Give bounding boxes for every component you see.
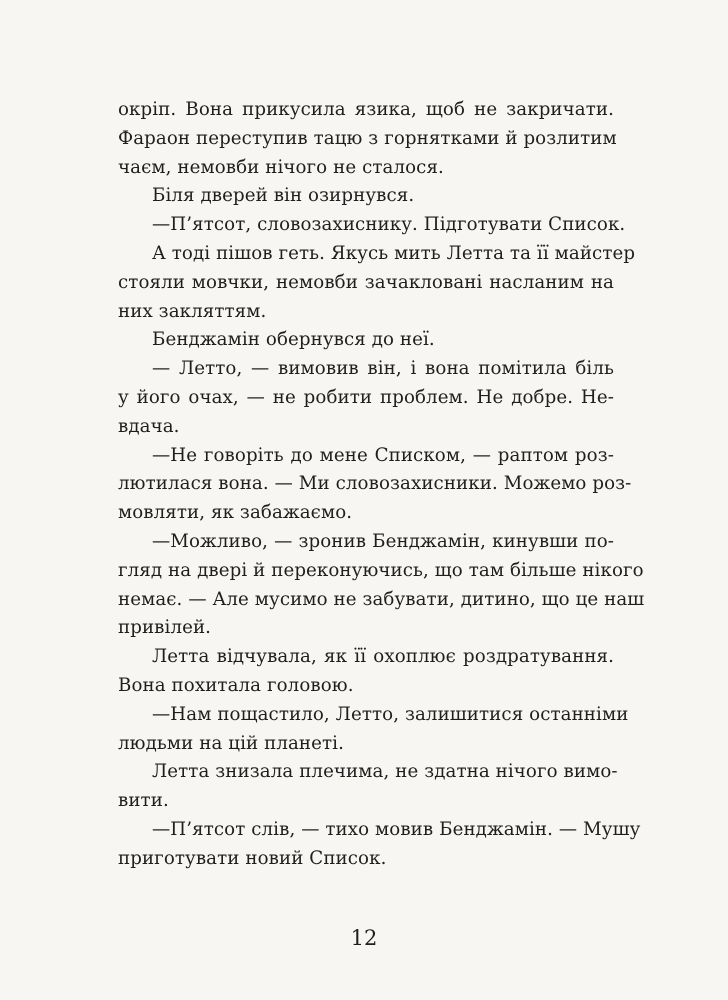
- text-line: —П’ятсот слів, — тихо мовив Бенджамін. — Мушу: [152, 818, 641, 840]
- text-line: —П’ятсот, словозахиснику. Підготувати Список.: [152, 214, 626, 236]
- text-line: — Летто, — вимовив він, і вона помітила біль: [152, 358, 614, 380]
- text-line: приготувати новий Список.: [118, 847, 387, 869]
- text-line: Бенджамін обернувся до неї.: [152, 329, 435, 351]
- text-line: —Не говоріть до мене Списком, — раптом роз-: [152, 444, 614, 466]
- page-text: [118, 96, 645, 874]
- text-line: них закляттям.: [118, 300, 267, 322]
- page-number: 12: [350, 926, 378, 950]
- text-line: —Можливо, — зронив Бенджамін, кинувши по-: [152, 530, 614, 552]
- text-line: вити.: [118, 790, 169, 812]
- text-line: стояли мовчки, немовби зачакловані насланим на: [118, 271, 614, 293]
- text-line: Біля дверей він озирнувся.: [152, 185, 415, 207]
- text-line: мовляти, як забажаємо.: [118, 502, 353, 524]
- text-line: вдача.: [118, 415, 180, 437]
- text-line: привілей.: [118, 617, 212, 639]
- text-line: —Нам пощастило, Летто, залишитися останніми: [152, 703, 629, 725]
- text-line: Летта відчувала, як її охоплює роздратування.: [152, 646, 614, 668]
- text-line: окріп. Вона прикусила язика, щоб не закричати.: [118, 99, 614, 120]
- text-line: Фараон переступив тацю з горнятками й розлитим: [118, 127, 617, 149]
- text-line: у його очах, — не робити проблем. Не добре. Не-: [118, 386, 614, 408]
- text-line: чаєм, немовби нічого не сталося.: [118, 156, 444, 178]
- text-line: людьми на цій планеті.: [118, 732, 344, 754]
- text-line: А тоді пішов геть. Якусь мить Летта та її майстер: [152, 242, 636, 264]
- text-line: немає. — Але мусимо не забувати, дитино, що це наш: [118, 588, 645, 610]
- text-line: Летта знизала плечима, не здатна нічого вимо-: [152, 761, 618, 783]
- text-line: Вона похитала головою.: [118, 674, 354, 696]
- text-line: гляд на двері й переконуючись, що там більше нікого: [118, 559, 644, 581]
- text-line: лютилася вона. — Ми словозахисники. Можемо роз-: [118, 473, 632, 495]
